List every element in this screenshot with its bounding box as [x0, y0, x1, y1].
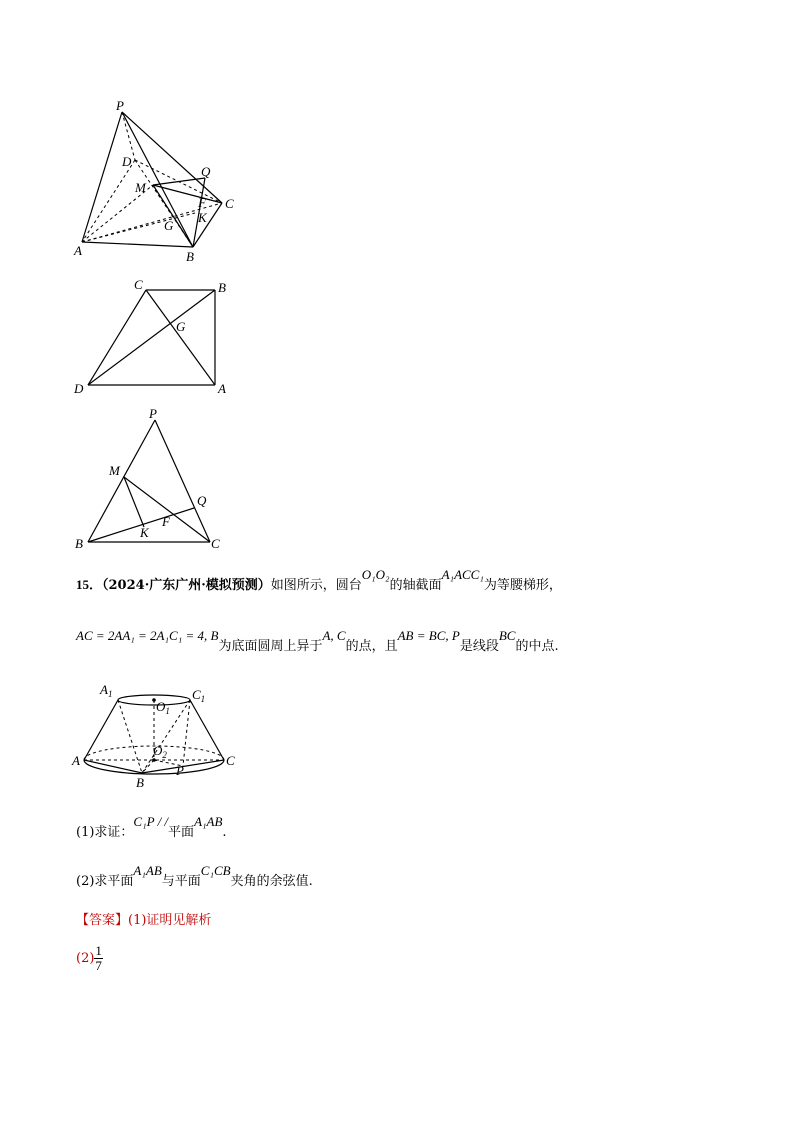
label-a: A	[74, 243, 82, 258]
question-1	[76, 814, 227, 842]
answer-fraction	[94, 944, 103, 973]
math-c1cb: C₁CB	[200, 863, 231, 878]
answer-part-2-prefix: (2)	[76, 951, 95, 966]
question-1-end: .	[222, 825, 227, 840]
math-abbc: AB = BC, P	[397, 628, 460, 643]
question-2-text: 与平面	[161, 874, 201, 889]
fraction-denominator: 7	[95, 958, 102, 973]
label-q: Q	[201, 164, 211, 179]
label-k: K	[140, 525, 149, 540]
answer-line-1	[76, 912, 211, 930]
problem-text: 的中点.	[515, 639, 559, 654]
frustum-figure	[60, 680, 260, 795]
problem-source: （2024·广东广州·模拟预测）	[102, 578, 271, 593]
label-a1: $A_1$	[100, 682, 113, 699]
answer-label: 【答案】	[76, 913, 129, 928]
question-1-prefix: (1)求证：	[76, 825, 134, 840]
problem-text: 如图所示，圆台	[270, 578, 362, 593]
math-ac: A, C	[322, 628, 346, 643]
rectangle-figure	[70, 275, 250, 405]
answer-line-2	[76, 944, 103, 973]
label-c: C	[211, 536, 220, 551]
label-q: Q	[197, 493, 207, 508]
question-2	[76, 863, 313, 891]
problem-line-1	[76, 567, 562, 595]
math-o1o2: O₁O₂	[361, 567, 390, 582]
label-b: B	[75, 536, 83, 551]
problem-text: 的轴截面	[389, 578, 442, 593]
label-o2: $O_2$	[153, 743, 167, 760]
pyramid-figure	[60, 95, 260, 265]
problem-text: 为等腰梯形，	[483, 578, 562, 593]
answer-part-1: (1)证明见解析	[128, 913, 212, 928]
label-f: F	[198, 195, 206, 210]
math-a1ab: A₁AB	[194, 814, 223, 829]
label-o1: $O_1$	[156, 699, 170, 716]
label-c: C	[225, 196, 234, 211]
problem-text: 为底面圆周上异于	[218, 639, 323, 654]
problem-text: 的点，且	[345, 639, 398, 654]
label-c1: $C_1$	[192, 687, 206, 704]
label-p: P	[116, 98, 124, 113]
label-m: M	[135, 180, 146, 195]
problem-text: 是线段	[459, 639, 499, 654]
label-d: D	[74, 381, 84, 396]
problem-line-2	[76, 628, 559, 656]
math-a1ab: A₁AB	[133, 863, 162, 878]
label-c: C	[226, 753, 235, 768]
pyramid-svg	[60, 95, 260, 265]
label-d: D	[122, 154, 132, 169]
question-2-prefix: (2)求平面	[76, 874, 134, 889]
question-2-end: 夹角的余弦值.	[230, 874, 313, 889]
math-condition: AC = 2AA₁ = 2A₁C₁ = 4, B	[76, 628, 219, 643]
label-c: C	[134, 277, 143, 292]
label-p: P	[176, 763, 184, 778]
label-f: F	[162, 514, 170, 529]
label-b: B	[136, 775, 144, 790]
question-1-text: 平面	[168, 825, 195, 840]
math-bc: BC	[498, 628, 516, 643]
label-m: M	[109, 463, 120, 478]
label-b: B	[218, 280, 226, 295]
label-g: G	[164, 218, 174, 233]
label-a: A	[218, 381, 226, 396]
math-a1acc1: A₁ACC₁	[441, 567, 484, 582]
problem-number: 15．	[76, 577, 103, 592]
fraction-numerator: 1	[95, 943, 102, 958]
math-c1p: C₁P / /	[133, 814, 169, 829]
label-p: P	[149, 406, 157, 421]
label-b: B	[186, 249, 194, 264]
triangle-svg	[70, 405, 240, 555]
label-a: A	[72, 753, 80, 768]
triangle-figure	[70, 405, 240, 555]
label-g: G	[176, 319, 186, 334]
frustum-svg	[60, 680, 260, 795]
label-k: K	[198, 210, 207, 225]
rectangle-svg	[70, 275, 250, 405]
